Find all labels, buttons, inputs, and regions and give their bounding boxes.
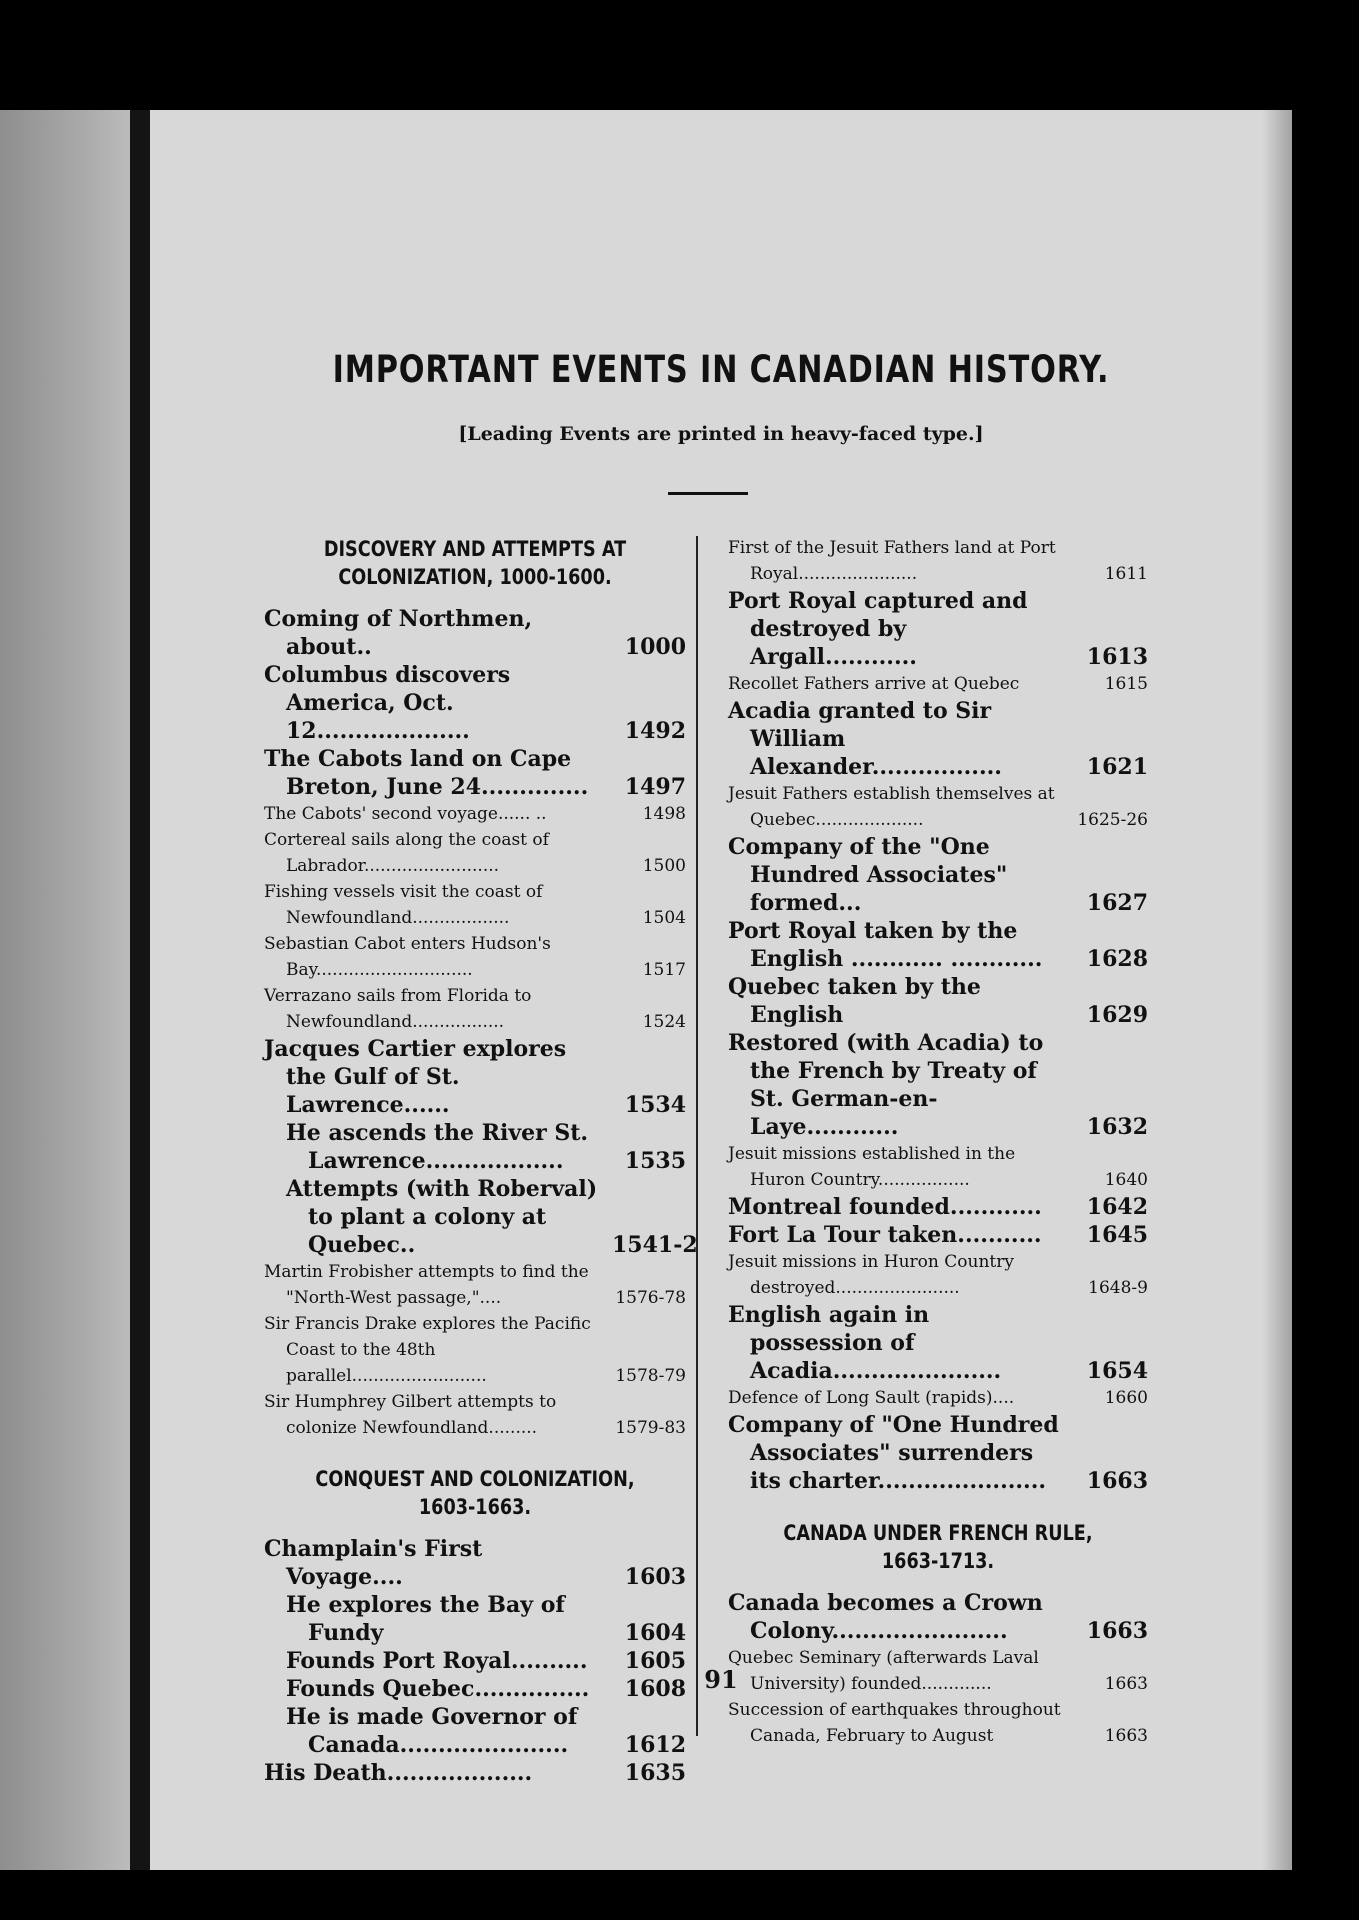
event-year: 1603 xyxy=(624,1564,686,1590)
event-text: Founds Quebec............... xyxy=(286,1676,590,1702)
event-entry xyxy=(728,973,1148,1029)
event-entry xyxy=(728,697,1148,781)
title-rule xyxy=(668,492,748,495)
section-heading-line: 1663-1713. xyxy=(881,1549,995,1573)
event-entry xyxy=(728,1385,1148,1411)
event-year: 1611 xyxy=(1104,564,1148,584)
event-year: 1612 xyxy=(624,1732,686,1758)
event-text: Defence of Long Sault (rapids).... xyxy=(728,1388,1015,1408)
event-year: 1621 xyxy=(1086,754,1148,780)
event-text: Coming of Northmen, about.. xyxy=(264,606,533,660)
event-year: 1613 xyxy=(1086,644,1148,670)
event-text: Champlain's First Voyage.... xyxy=(264,1536,483,1590)
event-text: Jesuit missions in Huron Country destroyed....................... xyxy=(728,1252,1014,1298)
event-year: 1660 xyxy=(1104,1388,1148,1408)
event-year: 1663 xyxy=(1104,1726,1148,1746)
event-text: Restored (with Acadia) to the French by Treaty of St. German-en-Laye............ xyxy=(728,1030,1044,1140)
event-entry xyxy=(264,1259,686,1311)
event-entry xyxy=(264,1389,686,1441)
event-text: Sebastian Cabot enters Hudson's Bay............................. xyxy=(264,934,551,980)
event-text: Recollet Fathers arrive at Quebec xyxy=(728,674,1020,694)
event-entry xyxy=(264,1175,698,1259)
event-entry xyxy=(264,1535,686,1591)
event-year: 1615 xyxy=(1104,674,1148,694)
adjacent-page-strip xyxy=(0,110,135,1870)
event-entry xyxy=(264,661,686,745)
page-title: IMPORTANT EVENTS IN CANADIAN HISTORY. xyxy=(332,348,1110,391)
event-text: Company of the "One Hundred Associates" formed... xyxy=(728,834,1008,916)
event-text: Jacques Cartier explores the Gulf of St. Lawrence...... xyxy=(264,1036,567,1118)
event-entry xyxy=(264,827,686,879)
event-entry xyxy=(728,917,1148,973)
event-text: Acadia granted to Sir William Alexander................. xyxy=(728,698,1002,780)
event-text: Fishing vessels visit the coast of Newfoundland.................. xyxy=(264,882,543,928)
event-entry xyxy=(728,1193,1148,1221)
event-year: 1625-26 xyxy=(1077,810,1148,830)
event-year: 1608 xyxy=(624,1676,686,1702)
event-text: Montreal founded............ xyxy=(728,1194,1042,1220)
section-heading-conquest xyxy=(281,1465,669,1521)
event-year: 1629 xyxy=(1086,1002,1148,1028)
event-year: 1534 xyxy=(624,1092,686,1118)
event-year: 1648-9 xyxy=(1088,1278,1148,1298)
event-text: Canada becomes a Crown Colony....................... xyxy=(728,1590,1043,1644)
event-year: 1579-83 xyxy=(615,1418,686,1438)
page-shadow xyxy=(1262,110,1292,1870)
event-year: 1497 xyxy=(624,774,686,800)
event-entry xyxy=(264,1035,686,1119)
event-year: 1524 xyxy=(642,1012,686,1032)
event-text: Jesuit missions established in the Huron Country................. xyxy=(728,1144,1016,1190)
event-text: Founds Port Royal.......... xyxy=(286,1648,588,1674)
event-entry xyxy=(728,1029,1148,1141)
event-entry xyxy=(264,801,686,827)
event-text: Company of "One Hundred Associates" surrenders its charter...................... xyxy=(728,1412,1059,1494)
event-year: 1504 xyxy=(642,908,686,928)
section-heading-discovery xyxy=(281,535,669,591)
section-heading-line: CANADA UNDER FRENCH RULE, xyxy=(783,1521,1093,1545)
event-text: Port Royal captured and destroyed by Argall............ xyxy=(728,588,1028,670)
section-heading-french-rule xyxy=(745,1519,1131,1575)
event-text: Quebec Seminary (afterwards Laval University) founded............. xyxy=(728,1648,1039,1694)
event-year: 1642 xyxy=(1086,1194,1148,1220)
event-text: Succession of earthquakes throughout Canada, February to August xyxy=(728,1700,1061,1746)
event-entry xyxy=(264,1759,686,1787)
event-year: 1535 xyxy=(624,1148,686,1174)
event-entry xyxy=(264,931,686,983)
event-text: Attempts (with Roberval) to plant a colony at Quebec.. xyxy=(286,1176,598,1258)
event-text: English again in possession of Acadia...................... xyxy=(728,1302,1002,1384)
event-year: 1635 xyxy=(624,1760,686,1786)
event-year: 1541-2 xyxy=(612,1232,698,1258)
event-year: 1000 xyxy=(624,634,686,660)
event-year: 1498 xyxy=(642,804,686,824)
section-heading-line: CONQUEST AND COLONIZATION, xyxy=(315,1467,635,1491)
event-entry xyxy=(728,1301,1148,1385)
event-year: 1663 xyxy=(1086,1618,1148,1644)
event-text: Jesuit Fathers establish themselves at Quebec.................... xyxy=(728,784,1055,830)
event-entry xyxy=(728,1411,1148,1495)
event-entry xyxy=(728,781,1148,833)
event-entry xyxy=(728,1697,1148,1749)
event-text: He explores the Bay of Fundy xyxy=(286,1592,565,1646)
event-text: The Cabots' second voyage...... .. xyxy=(264,804,547,824)
page-subtitle: [Leading Events are printed in heavy-faced type.] xyxy=(458,423,984,445)
event-year: 1632 xyxy=(1086,1114,1148,1140)
event-text: His Death................... xyxy=(264,1760,533,1786)
section-heading-line: DISCOVERY AND ATTEMPTS AT xyxy=(323,537,627,561)
event-entry xyxy=(264,1703,686,1759)
book-page xyxy=(150,110,1292,1870)
column-divider xyxy=(696,536,698,1736)
event-text: Sir Francis Drake explores the Pacific Coast to the 48th parallel......................... xyxy=(264,1314,591,1386)
event-year: 1628 xyxy=(1086,946,1148,972)
event-text: Port Royal taken by the English ............ ............ xyxy=(728,918,1043,972)
event-entry xyxy=(264,1119,686,1175)
event-year: 1663 xyxy=(1086,1468,1148,1494)
event-entry xyxy=(728,535,1148,587)
event-entry xyxy=(264,879,686,931)
event-year: 1500 xyxy=(642,856,686,876)
event-entry xyxy=(728,1221,1148,1249)
event-text: Sir Humphrey Gilbert attempts to colonize Newfoundland......... xyxy=(264,1392,557,1438)
event-year: 1640 xyxy=(1104,1170,1148,1190)
event-entry xyxy=(728,833,1148,917)
event-text: First of the Jesuit Fathers land at Port Royal...................... xyxy=(728,538,1056,584)
event-entry xyxy=(264,983,686,1035)
page-number: 91 xyxy=(704,1665,738,1694)
event-text: Martin Frobisher attempts to find the "North-West passage,".... xyxy=(264,1262,589,1308)
event-text: He ascends the River St. Lawrence.................. xyxy=(286,1120,589,1174)
event-entry xyxy=(728,1589,1148,1645)
event-text: He is made Governor of Canada...................... xyxy=(286,1704,578,1758)
event-year: 1605 xyxy=(624,1648,686,1674)
event-entry xyxy=(264,1311,686,1389)
event-entry xyxy=(264,605,686,661)
left-column xyxy=(264,535,698,1787)
event-entry xyxy=(728,1249,1148,1301)
page-binding-edge xyxy=(130,110,152,1870)
event-year: 1627 xyxy=(1086,890,1148,916)
event-year: 1517 xyxy=(642,960,686,980)
event-entry xyxy=(264,745,686,801)
event-year: 1604 xyxy=(624,1620,686,1646)
event-text: The Cabots land on Cape Breton, June 24.............. xyxy=(264,746,589,800)
event-entry xyxy=(728,587,1148,671)
event-text: Quebec taken by the English xyxy=(728,974,981,1028)
event-text: Cortereal sails along the coast of Labrador......................... xyxy=(264,830,549,876)
event-entry xyxy=(728,1141,1148,1193)
event-text: Fort La Tour taken........... xyxy=(728,1222,1042,1248)
right-column xyxy=(728,535,1148,1749)
event-year: 1645 xyxy=(1086,1222,1148,1248)
section-heading-line: 1603-1663. xyxy=(418,1495,532,1519)
event-year: 1492 xyxy=(624,718,686,744)
event-text: Columbus discovers America, Oct. 12.................... xyxy=(264,662,511,744)
event-entry xyxy=(264,1591,686,1647)
section-heading-line: COLONIZATION, 1000-1600. xyxy=(338,565,612,589)
event-year: 1654 xyxy=(1086,1358,1148,1384)
event-text: Verrazano sails from Florida to Newfoundland................. xyxy=(264,986,532,1032)
event-year: 1578-79 xyxy=(615,1366,686,1386)
event-year: 1663 xyxy=(1104,1674,1148,1694)
event-entry xyxy=(728,671,1148,697)
event-year: 1576-78 xyxy=(615,1288,686,1308)
